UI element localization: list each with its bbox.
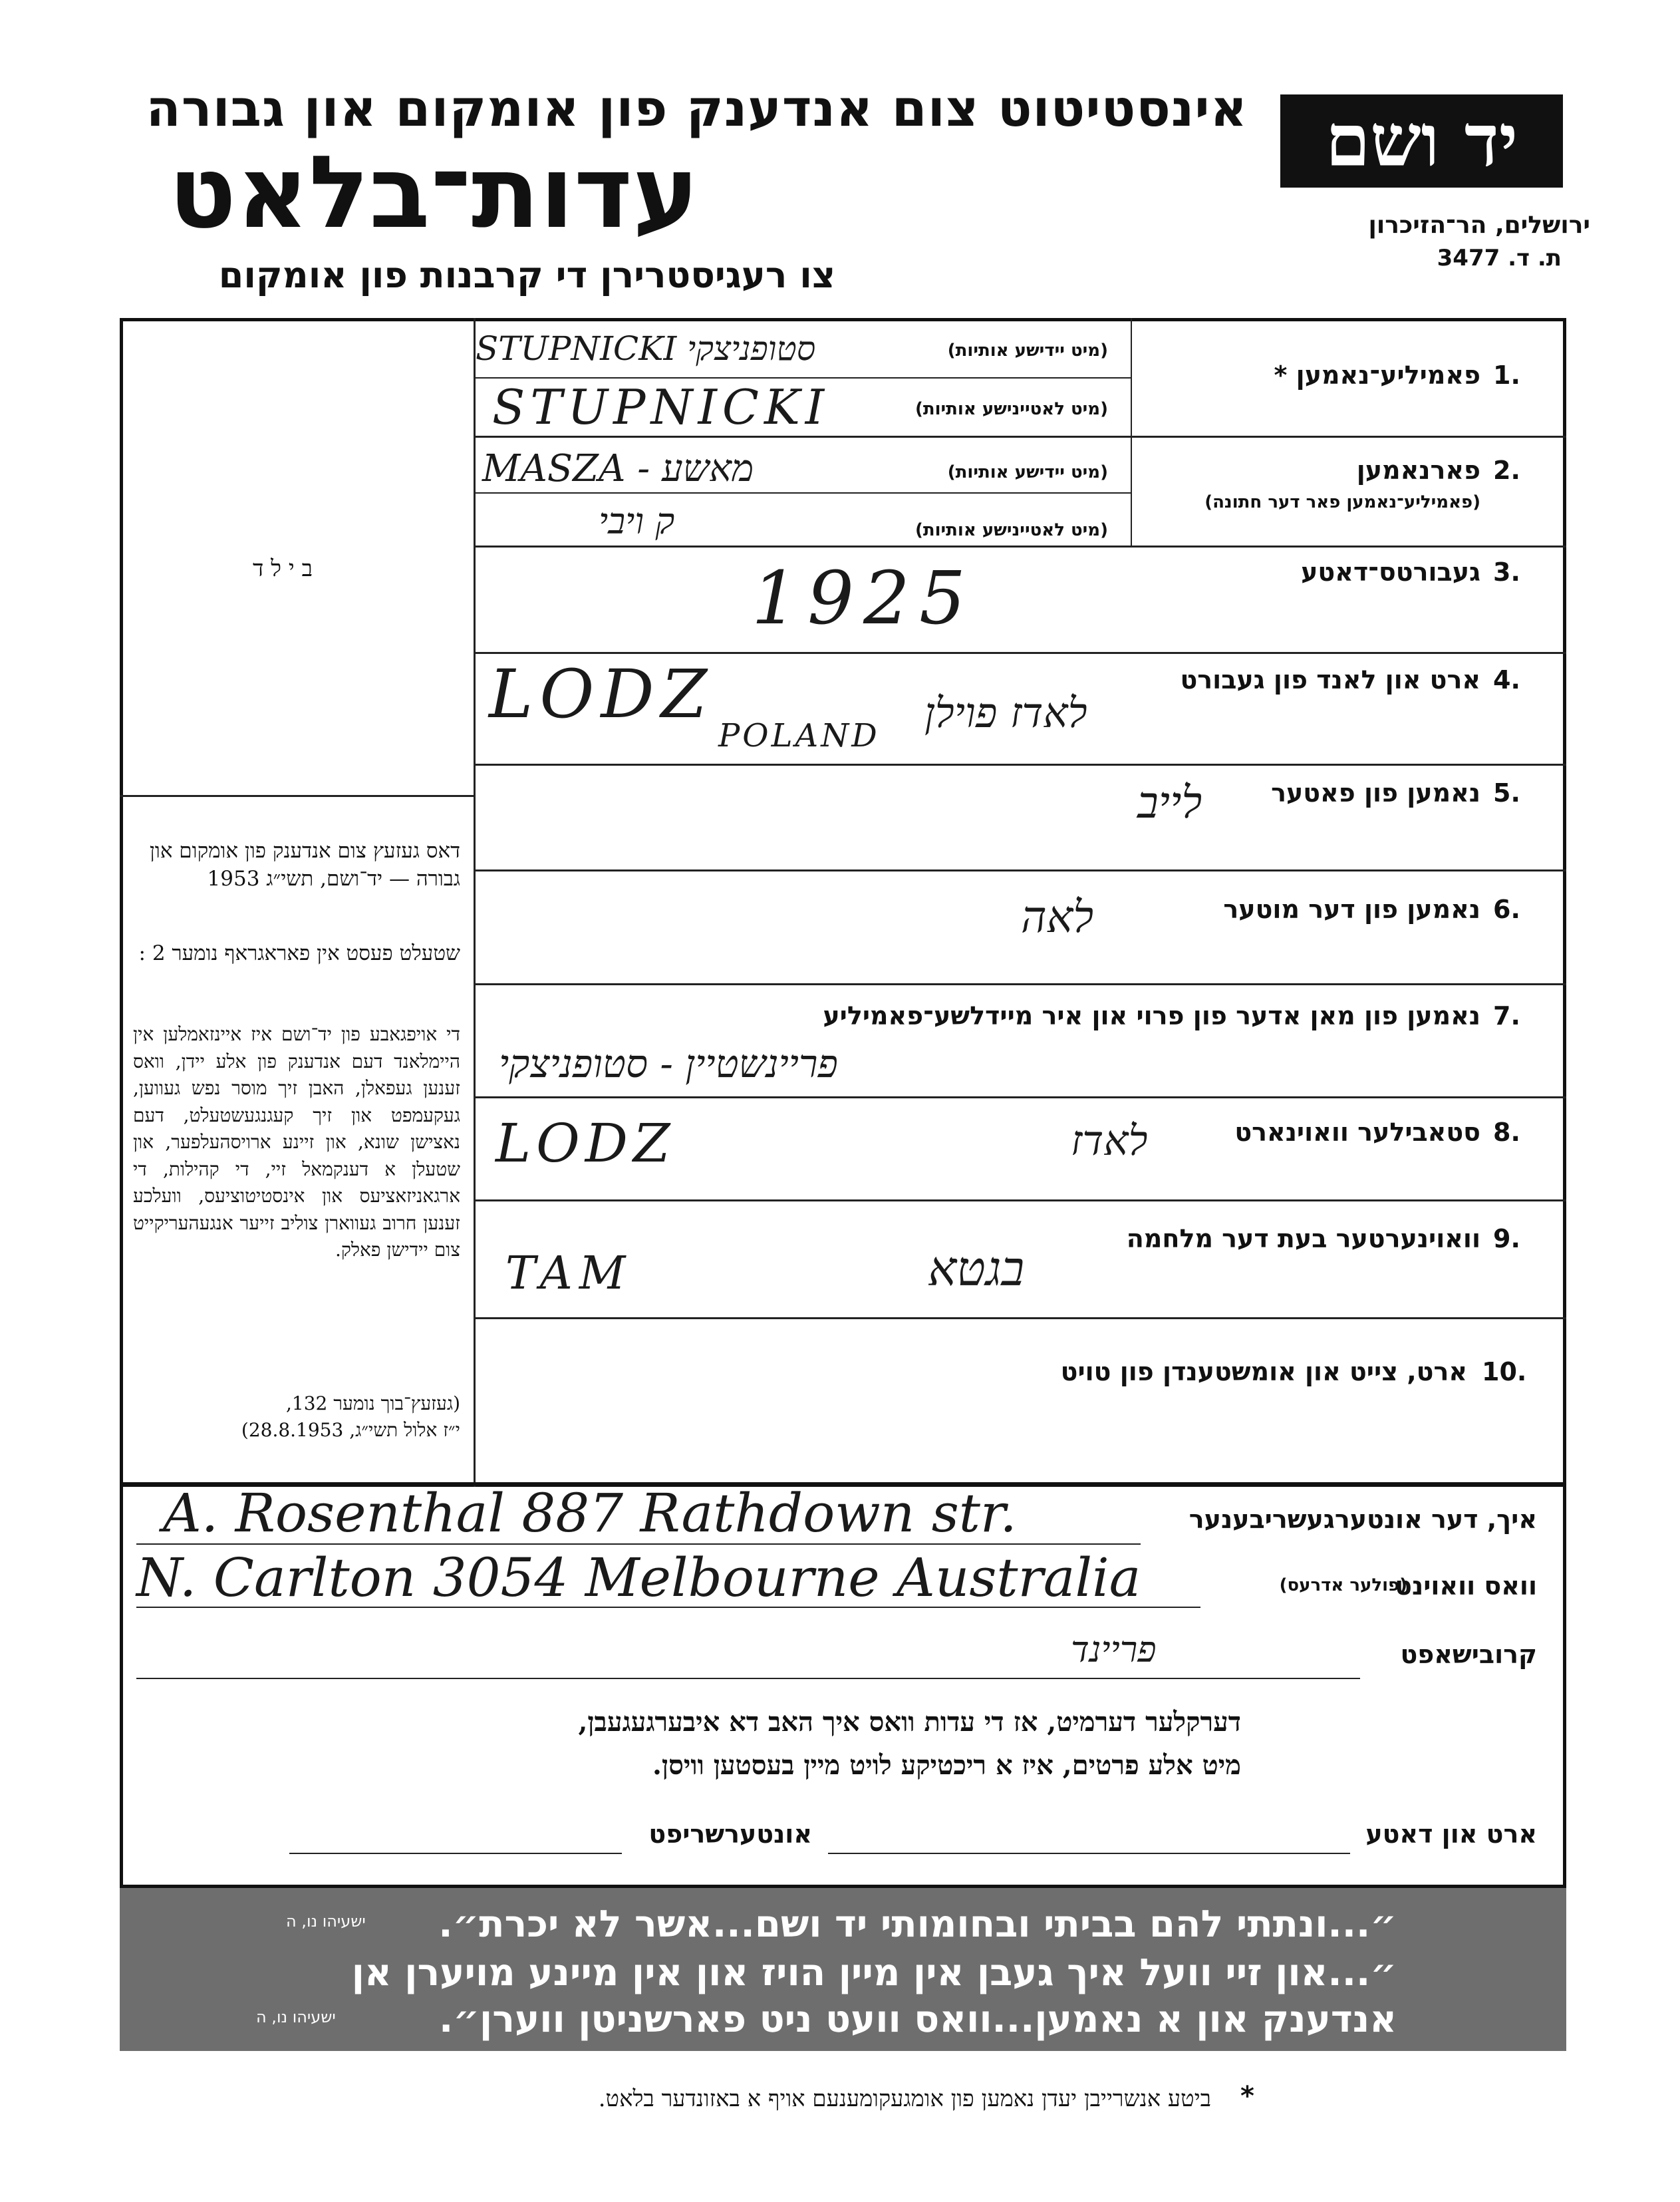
field-8-value-latin[interactable]: LODZ	[495, 1112, 676, 1174]
row-divider	[474, 546, 1566, 548]
field-4-number: 4.	[1493, 665, 1520, 695]
quote-banner	[120, 1888, 1566, 2051]
row-divider	[474, 1199, 1566, 1201]
field-7-label: נאמען פון מאן אדער פון פרוי און איר מיידלשע־פאמיליע	[823, 1001, 1480, 1030]
field-5-number: 5.	[1493, 778, 1520, 808]
field-4-value-yiddish[interactable]: לאדז פוילן	[924, 689, 1087, 737]
banner-line-2: ״...און זיי וועל איך געבן אין מיין הויז און אין מיינע מויערן אן	[351, 1951, 1397, 1994]
field-9-value-yiddish[interactable]: בגטא	[928, 1241, 1025, 1297]
footer-note: ביטע אנשרייבן יעדן נאמען פון אומגעקומענעם אויף א באזונדער בלאט.	[598, 2086, 1211, 2112]
relation-value[interactable]: פריינד	[1071, 1629, 1157, 1670]
field-2-label: פארנאמען	[1356, 456, 1480, 485]
form-subtitle: צו רעגיסטרירן די קרבנות פון אומקום	[218, 254, 835, 296]
banner-line-3-ref: ישעיהו נו, ה	[256, 2008, 336, 2026]
relation-line	[136, 1678, 1360, 1679]
banner-line-1: ״...ונתתי להם בביתי ובחומותי יד ושם...אשר לא יכרת״.	[438, 1903, 1397, 1946]
photo-box-bottom	[120, 795, 474, 797]
row-divider	[474, 652, 1566, 654]
institute-title: אינסטיטוט צום אנדענק פון אומקום און גבורה	[146, 79, 1248, 138]
row-2-subdivider	[1131, 436, 1132, 546]
field-6-label: נאמען פון דער מוטער	[1223, 895, 1480, 924]
field-9-number: 9.	[1493, 1224, 1520, 1253]
signature-label: אונטערשריפט	[648, 1819, 812, 1849]
field-8-value-yiddish[interactable]: לאדז	[1071, 1116, 1148, 1165]
row-divider	[474, 436, 1566, 438]
address-value[interactable]: N. Carlton 3054 Melbourne Australia	[136, 1547, 1141, 1609]
field-2-value-latin[interactable]: ק ויבי	[599, 500, 675, 542]
field-1-sub-latin: (מיט לאטיינישע אותיות)	[914, 399, 1108, 419]
declaration-line-1: דערקלער דערמיט, אז די עדות וואס איך האב דא איבערגעגעבן,	[578, 1706, 1241, 1738]
photo-box-label: ב י ל ד	[253, 555, 313, 582]
law-note-footnote2: י״ז אלול תשי״ג, 28.8.1953)	[241, 1419, 460, 1441]
field-5-value[interactable]: לייב	[1137, 777, 1202, 828]
signature-line	[289, 1853, 622, 1854]
place-date-line	[828, 1853, 1350, 1854]
row-divider	[474, 983, 1566, 985]
field-9-label: וואוינערטער בעת דער מלחמה	[1126, 1224, 1480, 1253]
row-divider	[474, 764, 1566, 766]
relation-label: קרובישאפט	[1400, 1640, 1537, 1669]
banner-line-1-ref: ישעיהו נו, ה	[286, 1912, 366, 1931]
row-divider	[474, 1317, 1566, 1319]
field-1-value-yiddish[interactable]: STUPNICKI סטופניצקי	[476, 329, 816, 368]
logo-text: יד ושם	[1325, 99, 1518, 183]
field-1-sub-yiddish: (מיט יידישע אותיות)	[947, 341, 1108, 361]
field-1-number: 1.	[1493, 361, 1520, 390]
field-2-number: 2.	[1493, 456, 1520, 485]
field-2-sub-latin: (מיט לאטיינישע אותיות)	[914, 520, 1108, 540]
field-7-number: 7.	[1493, 1001, 1520, 1030]
field-9-value-latin[interactable]: TAM	[505, 1247, 632, 1300]
row-divider	[474, 1096, 1566, 1098]
field-6-value[interactable]: לאה	[1021, 891, 1094, 943]
field-3-label: געבורטס־דאטע	[1301, 557, 1480, 587]
address-note: (פולער אדרעס)	[1279, 1575, 1407, 1595]
law-note-footnote1: (געזעץ־בוך נומער 132,	[285, 1392, 460, 1414]
footer-star: *	[1240, 2081, 1254, 2112]
place-date-label: ארט און דאטע	[1365, 1819, 1537, 1849]
field-4-label: ארט און לאנד פון געבורט	[1180, 665, 1480, 695]
row-divider	[474, 869, 1566, 871]
law-note-para1: דאס געזעץ צום אנדענק פון אומקום און גבורה — יד־ושם, תשי״ג 1953	[150, 839, 460, 891]
field-2-label-note: (פאמיליע־נאמען פאר דער חתונה)	[1204, 492, 1480, 512]
address-line-2: ת. ד. 3477	[1437, 245, 1562, 271]
field-6-number: 6.	[1493, 895, 1520, 924]
field-1-value-latin[interactable]: STUPNICKI	[492, 379, 830, 435]
signer-label: איך, דער אונטערגעשריבענער	[1189, 1505, 1537, 1534]
address-line-1: ירושלים, הר־הזיכרון	[1368, 212, 1590, 239]
signer-value[interactable]: A. Rosenthal 887 Rathdown str.	[163, 1482, 1017, 1544]
field-4-value-country[interactable]: POLAND	[718, 717, 880, 754]
banner-line-3: אנדענק און א נאמען...וואס וועט ניט פארשניטן ווערן״.	[438, 1998, 1397, 2041]
law-note-para3: די אויפגאבע פון יד־ושם איז איינזאמלען אין היימלאנד דעם אנדענק פון אלע יידן, וואס זענען געפאלן, האבן זיך מוסר נפש געווען, געקעמפט און זיך קעגנגעשטעלט, דעם נאצישן שונא, און זיינע ארויסהעלפער, און שטעלן א דענקמאל זיי, די קהילות, די ארגאניזאציעס און אינסטיטוציעס, וועלכע זענען חרוב געווארן צוליב זייער אנגעהעריקייט צום יידישן פאלק.	[133, 1023, 460, 1261]
form-title: עדות־בלאט	[168, 135, 699, 251]
law-note-para2: שטעלט פעסט אין פאראגראף נומער 2 :	[138, 941, 460, 965]
row-1-subdivider	[1131, 318, 1132, 436]
field-5-label: נאמען פון פאטער	[1271, 778, 1480, 808]
field-8-number: 8.	[1493, 1118, 1520, 1147]
field-2-sub-yiddish: (מיט יידישע אותיות)	[947, 462, 1108, 482]
field-3-value[interactable]: 1925	[752, 555, 975, 641]
field-8-label: סטאבילער וואוינארט	[1234, 1118, 1480, 1147]
row-1-subline	[474, 377, 1132, 379]
row-2-subline	[474, 492, 1132, 494]
field-7-value[interactable]: פריינשטיין - סטופניצקי	[499, 1041, 838, 1086]
field-3-number: 3.	[1493, 557, 1520, 587]
field-4-value-city[interactable]: LODZ	[489, 655, 714, 733]
address-label: וואס וואוינט	[1395, 1571, 1537, 1601]
field-2-value-yiddish[interactable]: MASZA - מאשע	[482, 447, 754, 490]
field-1-label: פאמיליע־נאמען *	[1274, 361, 1480, 390]
declaration-line-2: מיט אלע פרטים, איז א ריכטיקע לויט מיין בעסטען וויסן.	[652, 1750, 1241, 1781]
yad-vashem-logo	[1280, 94, 1563, 188]
field-10-label: ארט, צייט און אומשטענדן פון טויט	[1060, 1357, 1467, 1386]
field-10-number: 10.	[1482, 1357, 1527, 1386]
